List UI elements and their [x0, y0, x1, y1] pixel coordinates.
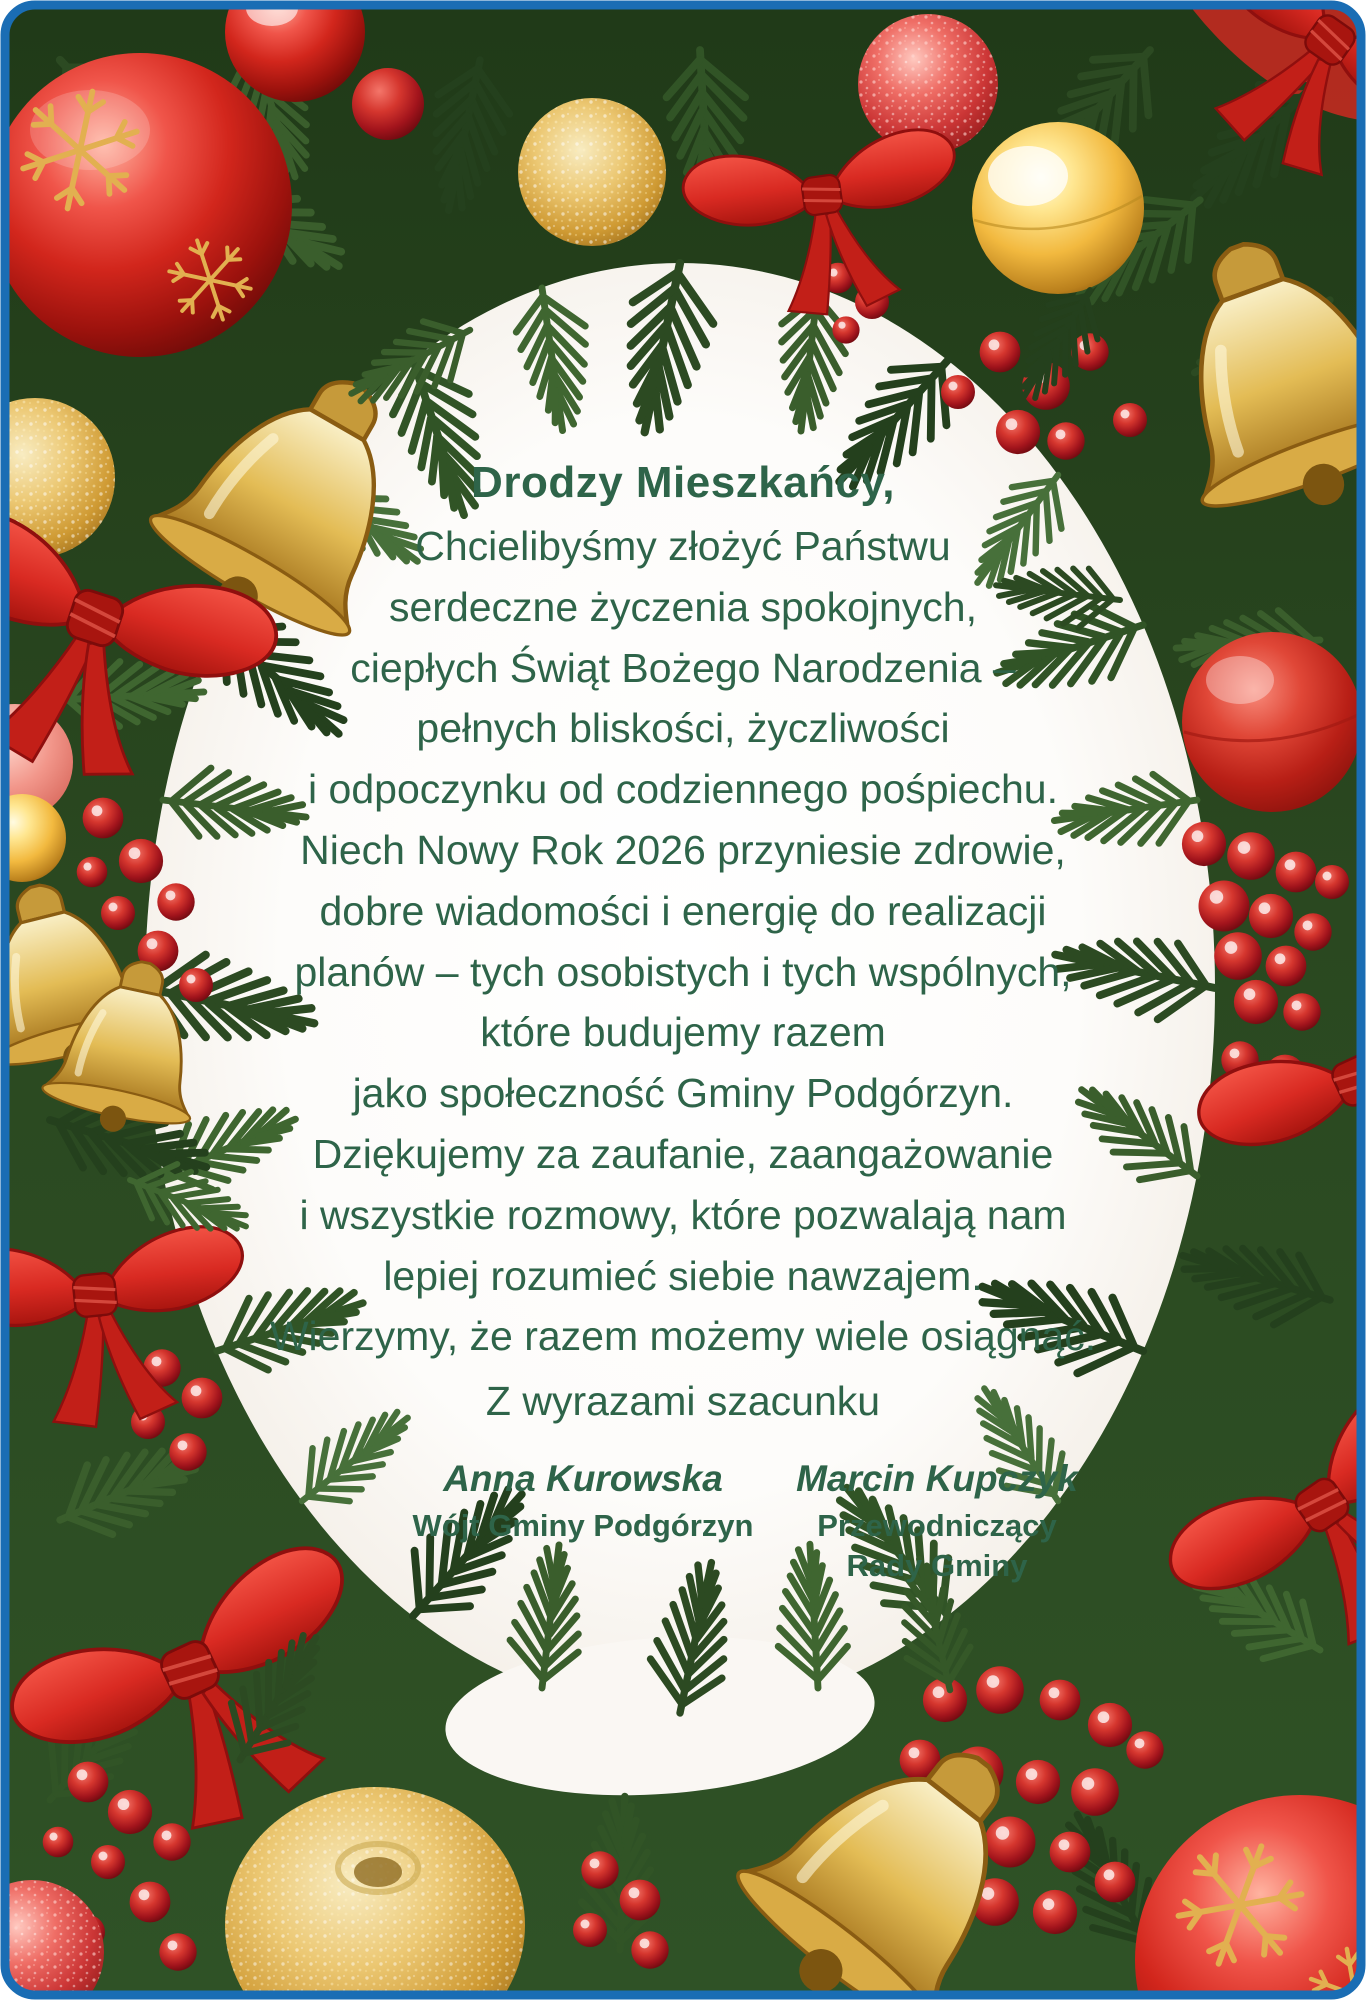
signatory-name: Marcin Kupczyk: [796, 1458, 1078, 1499]
greeting-message: [0, 516, 1366, 1367]
message-line: pełnych bliskości, życzliwości: [416, 705, 950, 752]
closing-line: Z wyrazami szacunku: [485, 1378, 881, 1424]
message-line: Wierzymy, że razem możemy wiele osiągnąć.: [269, 1313, 1097, 1360]
message-line: Niech Nowy Rok 2026 przyniesie zdrowie,: [300, 826, 1066, 873]
message-line: i odpoczynku od codziennego pośpiechu.: [308, 766, 1058, 813]
message-line: planów – tych osobistych i tych wspólnych,: [294, 948, 1072, 995]
message-line: jako społeczność Gminy Podgórzyn.: [352, 1070, 1014, 1117]
message-line: Dziękujemy za zaufanie, zaangażowanie: [312, 1130, 1054, 1177]
message-line: które budujemy razem: [480, 1009, 886, 1056]
signature-block-mayor: [383, 1456, 783, 1546]
signatory-name: Anna Kurowska: [443, 1458, 723, 1499]
signatory-role: Rady Gminy: [846, 1548, 1028, 1583]
signature-block-chairman: [737, 1456, 1137, 1586]
message-line: ciepłych Świąt Bożego Narodzenia –: [350, 644, 1016, 691]
signatory-role: Wójt Gminy Podgórzyn: [412, 1508, 754, 1543]
signatory-role: Przewodniczący: [817, 1508, 1057, 1543]
message-line: i wszystkie rozmowy, które pozwalają nam: [299, 1191, 1067, 1238]
greeting-title: Drodzy Mieszkańcy,: [471, 458, 895, 507]
message-line: serdeczne życzenia spokojnych,: [389, 583, 977, 630]
message-line: Chcielibyśmy złożyć Państwu: [415, 523, 951, 569]
message-line: lepiej rozumieć siebie nawzajem.: [383, 1252, 983, 1299]
message-line: dobre wiadomości i energię do realizacji: [319, 887, 1047, 934]
